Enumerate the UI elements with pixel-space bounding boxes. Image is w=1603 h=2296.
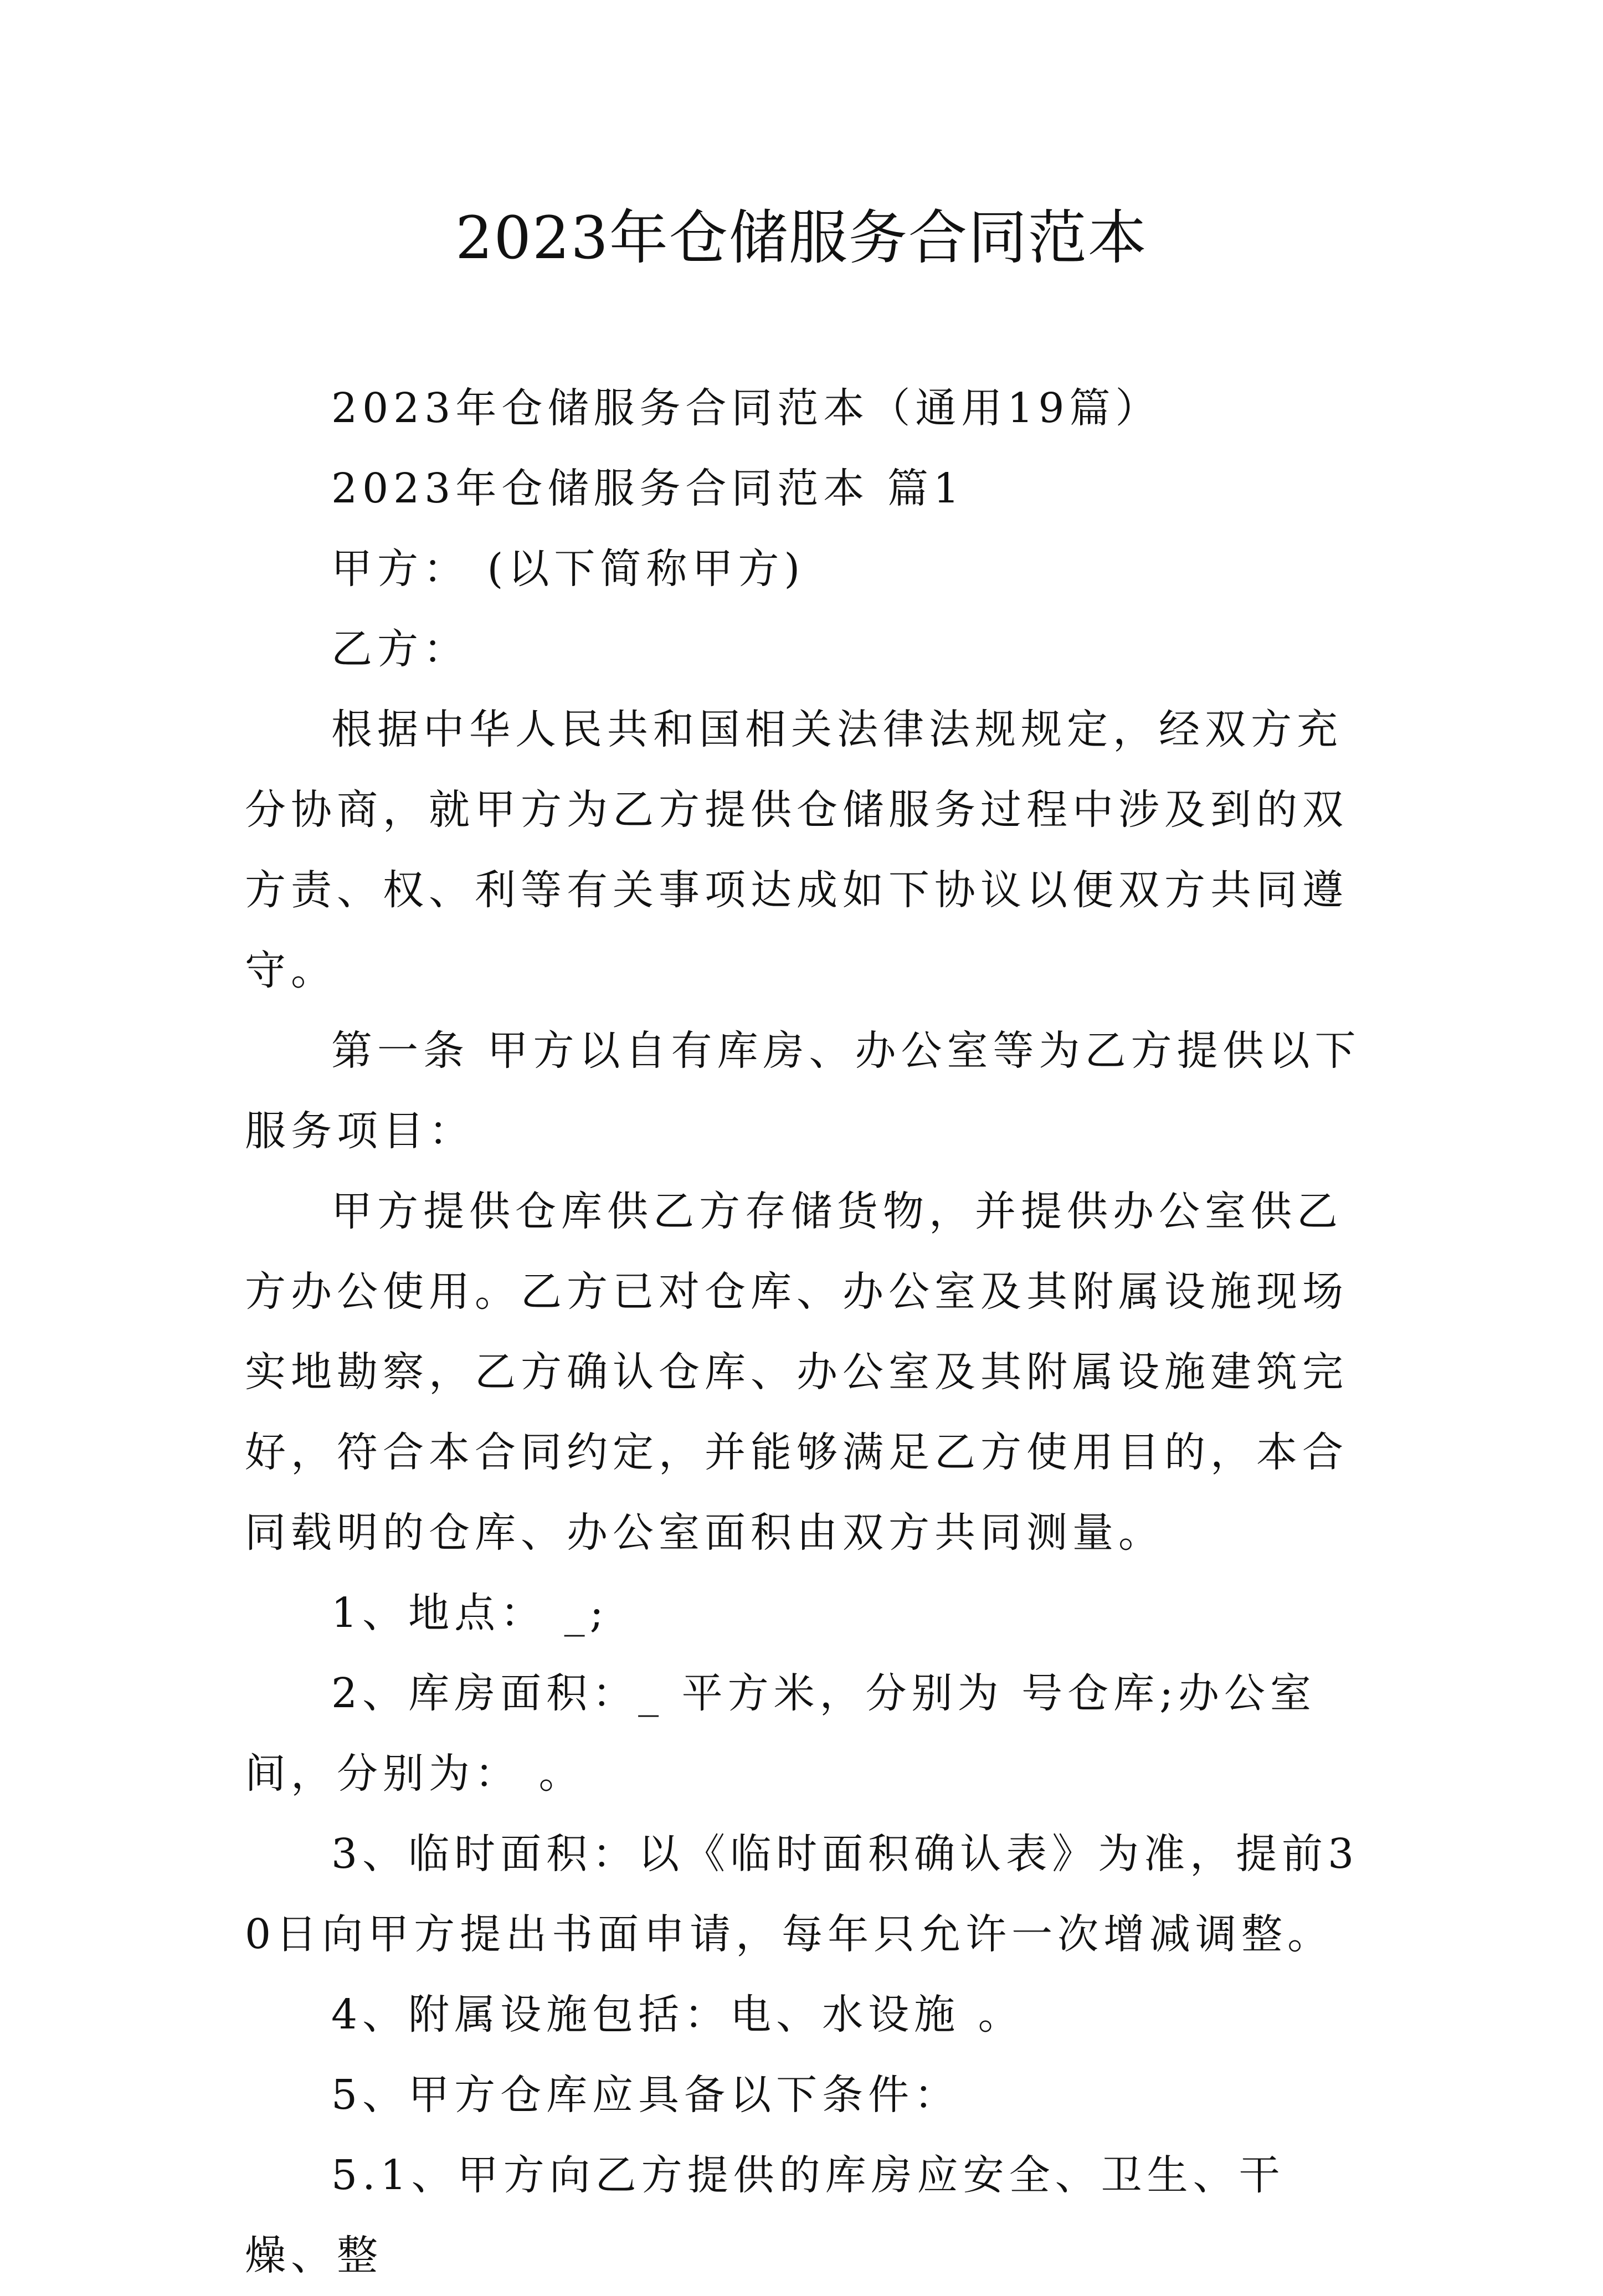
paragraph-preamble: 根据中华人民共和国相关法律法规规定，经双方充分协商，就甲方为乙方提供仓储服务过程中涉及到的双方责、权、利等有关事项达成如下协议以便双方共同遵守。 — [245, 706, 1348, 994]
document-title: 2023年仓储服务合同范本 — [455, 204, 1148, 272]
paragraph-party-b: 乙方： — [331, 625, 469, 673]
paragraph-item-3-temporary-area: 3、临时面积：以《临时面积确认表》为准，提前30日向甲方提出书面申请，每年只允许一次增减调整。 — [245, 1830, 1359, 1958]
paragraph-item-2-area: 2、库房面积：_ 平方米，分别为 号仓库;办公室 间，分别为： 。 — [245, 1670, 1334, 1797]
paragraph-item-5-conditions: 5、甲方仓库应具备以下条件： — [331, 2071, 960, 2119]
paragraph-item-1-location: 1、地点： _; — [331, 1589, 609, 1637]
paragraph-service-description: 甲方提供仓库供乙方存储货物，并提供办公室供乙方办公使用。乙方已对仓库、办公室及其附属设施现场实地勘察，乙方确认仓库、办公室及其附属设施建筑完好，符合本合同约定，并能够满足乙方使用目的，本合同载明的仓库、办公室面积由双方共同测量。 — [245, 1188, 1348, 1557]
paragraph-party-a: 甲方： (以下简称甲方) — [331, 545, 805, 593]
paragraph-article-1: 第一条 甲方以自有库房、办公室等为乙方提供以下服务项目： — [245, 1027, 1361, 1155]
paragraph-subtitle: 2023年仓储服务合同范本（通用19篇） — [331, 384, 1162, 432]
paragraph-item-4-facilities: 4、附属设施包括：电、水设施 。 — [331, 1991, 1024, 2038]
document-body — [245, 368, 1364, 2296]
paragraph-item-5-1: 5.1、甲方向乙方提供的库房应安全、卫生、干燥、整 — [245, 2151, 1285, 2279]
paragraph-section-heading: 2023年仓储服务合同范本 篇1 — [331, 465, 964, 512]
